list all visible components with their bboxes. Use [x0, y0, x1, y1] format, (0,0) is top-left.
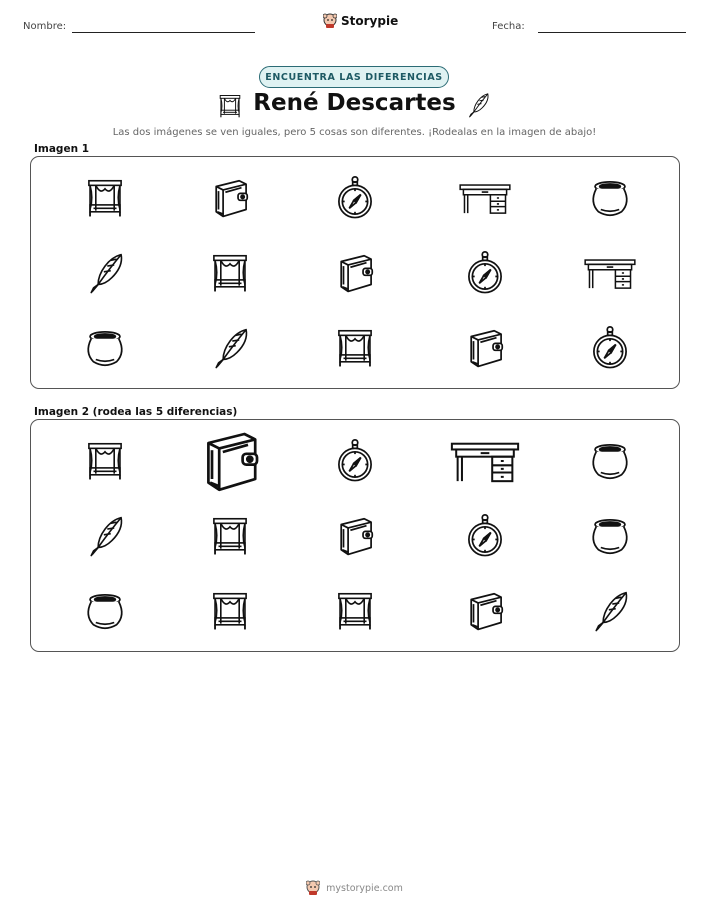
pot-icon[interactable] — [82, 588, 128, 634]
storypie-mascot-icon — [306, 880, 320, 896]
pot-icon[interactable] — [587, 438, 633, 484]
canopy-bed-icon[interactable] — [332, 325, 378, 371]
date-line[interactable] — [538, 32, 686, 33]
quill-icon[interactable] — [82, 513, 128, 559]
book-icon[interactable] — [332, 513, 378, 559]
brand-name: Storypie — [341, 14, 399, 28]
compass-icon[interactable] — [332, 175, 378, 221]
activity-badge: ENCUENTRA LAS DIFERENCIAS — [259, 66, 449, 88]
canopy-bed-icon[interactable] — [82, 175, 128, 221]
desk-icon[interactable] — [449, 425, 521, 497]
image1-label: Imagen 1 — [34, 143, 90, 155]
pot-icon[interactable] — [587, 513, 633, 559]
desk-icon[interactable] — [583, 246, 637, 300]
name-label: Nombre: — [23, 21, 67, 32]
pot-icon[interactable] — [82, 325, 128, 371]
pot-icon[interactable] — [587, 175, 633, 221]
compass-icon[interactable] — [462, 250, 508, 296]
storypie-logo — [323, 13, 398, 29]
book-icon[interactable] — [194, 425, 266, 497]
storypie-mascot-icon — [323, 13, 337, 29]
name-line[interactable] — [72, 32, 255, 33]
desk-icon[interactable] — [458, 171, 512, 225]
instructions: Las dos imágenes se ven iguales, pero 5 cosas son diferentes. ¡Rodealas en la imagen de abajo! — [112, 127, 597, 138]
canopy-bed-icon[interactable] — [332, 588, 378, 634]
compass-icon[interactable] — [587, 325, 633, 371]
canopy-bed-icon[interactable] — [207, 588, 253, 634]
date-label: Fecha: — [492, 21, 525, 32]
compass-icon[interactable] — [332, 438, 378, 484]
book-icon[interactable] — [332, 250, 378, 296]
image2-label: Imagen 2 (rodea las 5 diferencias) — [34, 406, 238, 418]
page-title: René Descartes — [253, 90, 456, 116]
canopy-bed-icon[interactable] — [82, 438, 128, 484]
book-icon[interactable] — [462, 325, 508, 371]
quill-icon[interactable] — [82, 250, 128, 296]
book-icon[interactable] — [207, 175, 253, 221]
canopy-bed-icon[interactable] — [207, 250, 253, 296]
quill-icon[interactable] — [207, 325, 253, 371]
book-icon[interactable] — [462, 588, 508, 634]
quill-icon[interactable] — [587, 588, 633, 634]
title-quill-icon — [464, 91, 492, 123]
canopy-bed-icon[interactable] — [207, 513, 253, 559]
compass-icon[interactable] — [462, 513, 508, 559]
footer — [0, 880, 709, 896]
footer-url[interactable]: mystorypie.com — [326, 882, 403, 894]
